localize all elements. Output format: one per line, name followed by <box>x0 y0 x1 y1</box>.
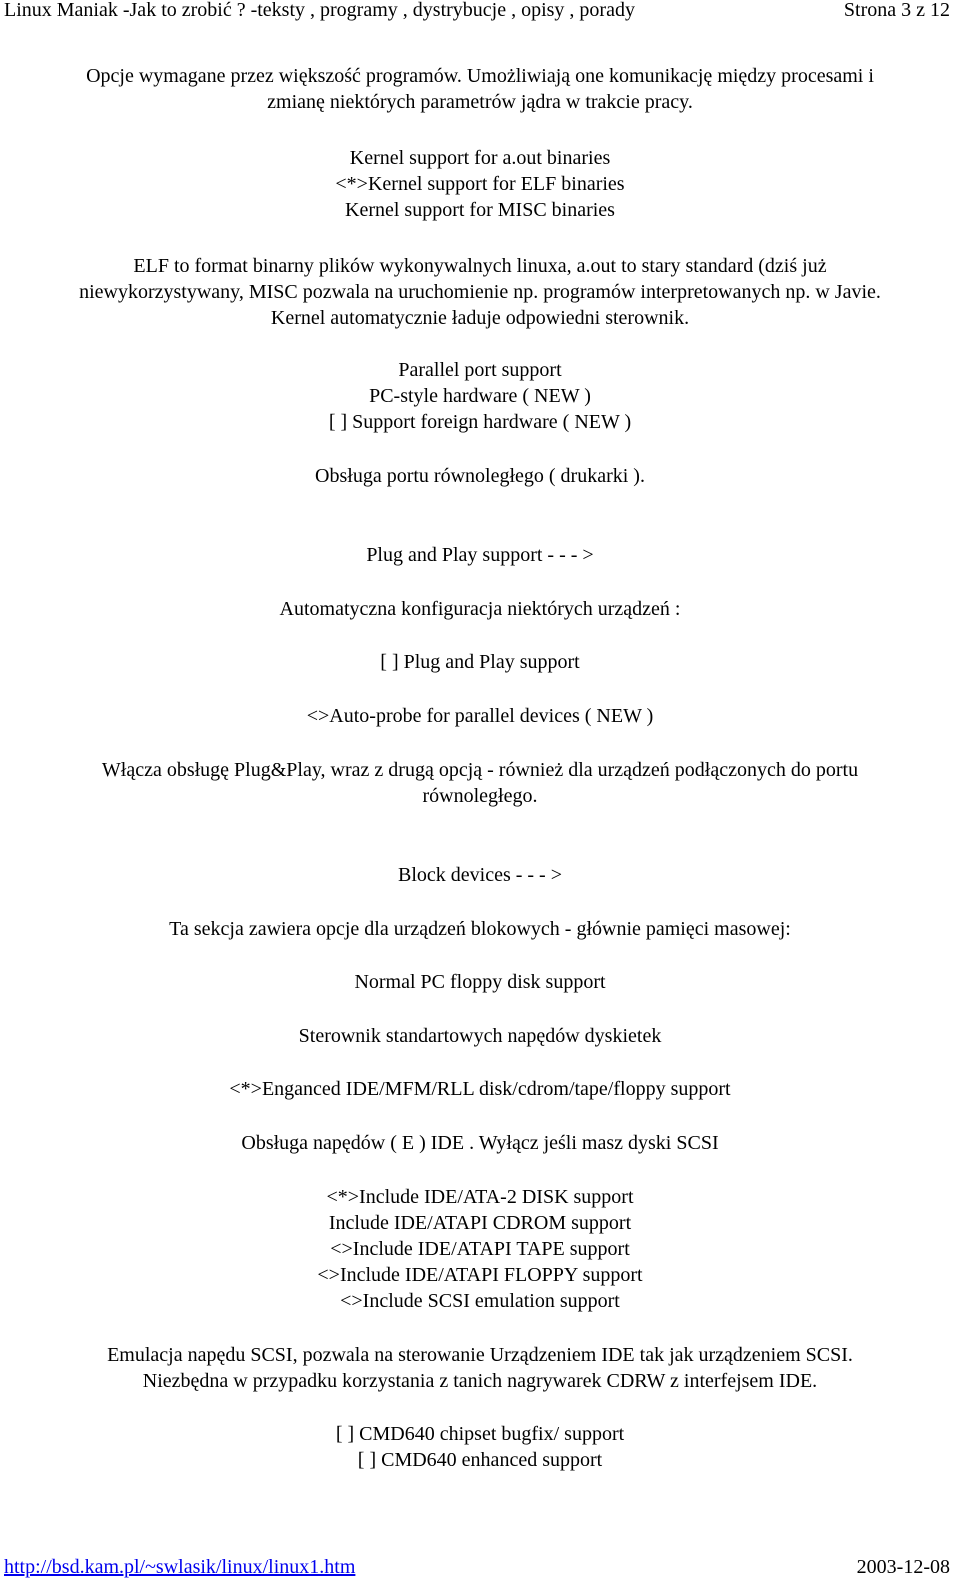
body-line: Automatyczna konfiguracja niektórych urządzeń : <box>279 598 681 620</box>
body-line: Obsługa napędów ( E ) IDE . Wyłącz jeśli masz dyski SCSI <box>241 1132 719 1154</box>
header-title: Linux Maniak -Jak to zrobić ? -teksty , programy , dystrybucje , opisy , porady <box>4 0 635 21</box>
kernel-option: <*>Enganced IDE/MFM/RLL disk/cdrom/tape/floppy support <box>229 1078 731 1100</box>
body-line: Opcje wymagane przez większość programów. Umożliwiają one komunikację między procesami i <box>86 65 874 87</box>
kernel-option: [ ] CMD640 chipset bugfix/ support <box>335 1423 625 1445</box>
kernel-option: <>Include SCSI emulation support <box>340 1290 620 1312</box>
body-line: równoległego. <box>422 785 538 807</box>
section-heading: Block devices - - - > <box>397 864 562 886</box>
footer-url-link[interactable]: http://bsd.kam.pl/~swlasik/linux/linux1.htm <box>4 1556 356 1578</box>
footer-date: 2003-12-08 <box>856 1556 950 1578</box>
body-line: Emulacja napędu SCSI, pozwala na sterowanie Urządzeniem IDE tak jak urządzeniem SCSI. <box>107 1344 853 1366</box>
kernel-option: <>Auto-probe for parallel devices ( NEW ) <box>306 705 654 727</box>
body-line: Włącza obsługę Plug&Play, wraz z drugą opcją - również dla urządzeń podłączonych do portu <box>101 759 859 781</box>
kernel-option: [ ] CMD640 enhanced support <box>357 1449 603 1471</box>
kernel-option: [ ] Plug and Play support <box>380 651 580 673</box>
section-heading: Parallel port support <box>398 359 562 381</box>
body-line: niewykorzystywany, MISC pozwala na uruchomienie np. programów interpretowanych np. w Javie. <box>79 281 881 303</box>
kernel-option: PC-style hardware ( NEW ) <box>369 385 591 407</box>
kernel-option: <>Include IDE/ATAPI TAPE support <box>330 1238 630 1260</box>
page-counter: Strona 3 z 12 <box>843 0 950 21</box>
body-line: ELF to format binarny plików wykonywalnych linuxa, a.out to stary standard (dziś już <box>133 255 827 277</box>
body-line: Obsługa portu równoległego ( drukarki ). <box>315 465 645 487</box>
kernel-option: Kernel support for a.out binaries <box>349 147 611 169</box>
body-line: Sterownik standartowych napędów dyskietek <box>298 1025 662 1047</box>
kernel-option: <>Include IDE/ATAPI FLOPPY support <box>317 1264 643 1286</box>
kernel-option: <*>Kernel support for ELF binaries <box>335 173 625 195</box>
body-line: Ta sekcja zawiera opcje dla urządzeń blokowych - głównie pamięci masowej: <box>169 918 791 940</box>
body-line: zmianę niektórych parametrów jądra w trakcie pracy. <box>267 91 693 113</box>
kernel-option: Kernel support for MISC binaries <box>345 199 615 221</box>
kernel-option: [ ] Support foreign hardware ( NEW ) <box>328 411 632 433</box>
kernel-option: <*>Include IDE/ATA-2 DISK support <box>326 1186 634 1208</box>
kernel-option: Include IDE/ATAPI CDROM support <box>328 1212 632 1234</box>
body-line: Niezbędna w przypadku korzystania z tanich nagrywarek CDRW z interfejsem IDE. <box>142 1370 818 1392</box>
section-heading: Plug and Play support - - - > <box>366 544 594 566</box>
body-line: Kernel automatycznie ładuje odpowiedni sterownik. <box>270 307 690 329</box>
kernel-option: Normal PC floppy disk support <box>354 971 606 993</box>
